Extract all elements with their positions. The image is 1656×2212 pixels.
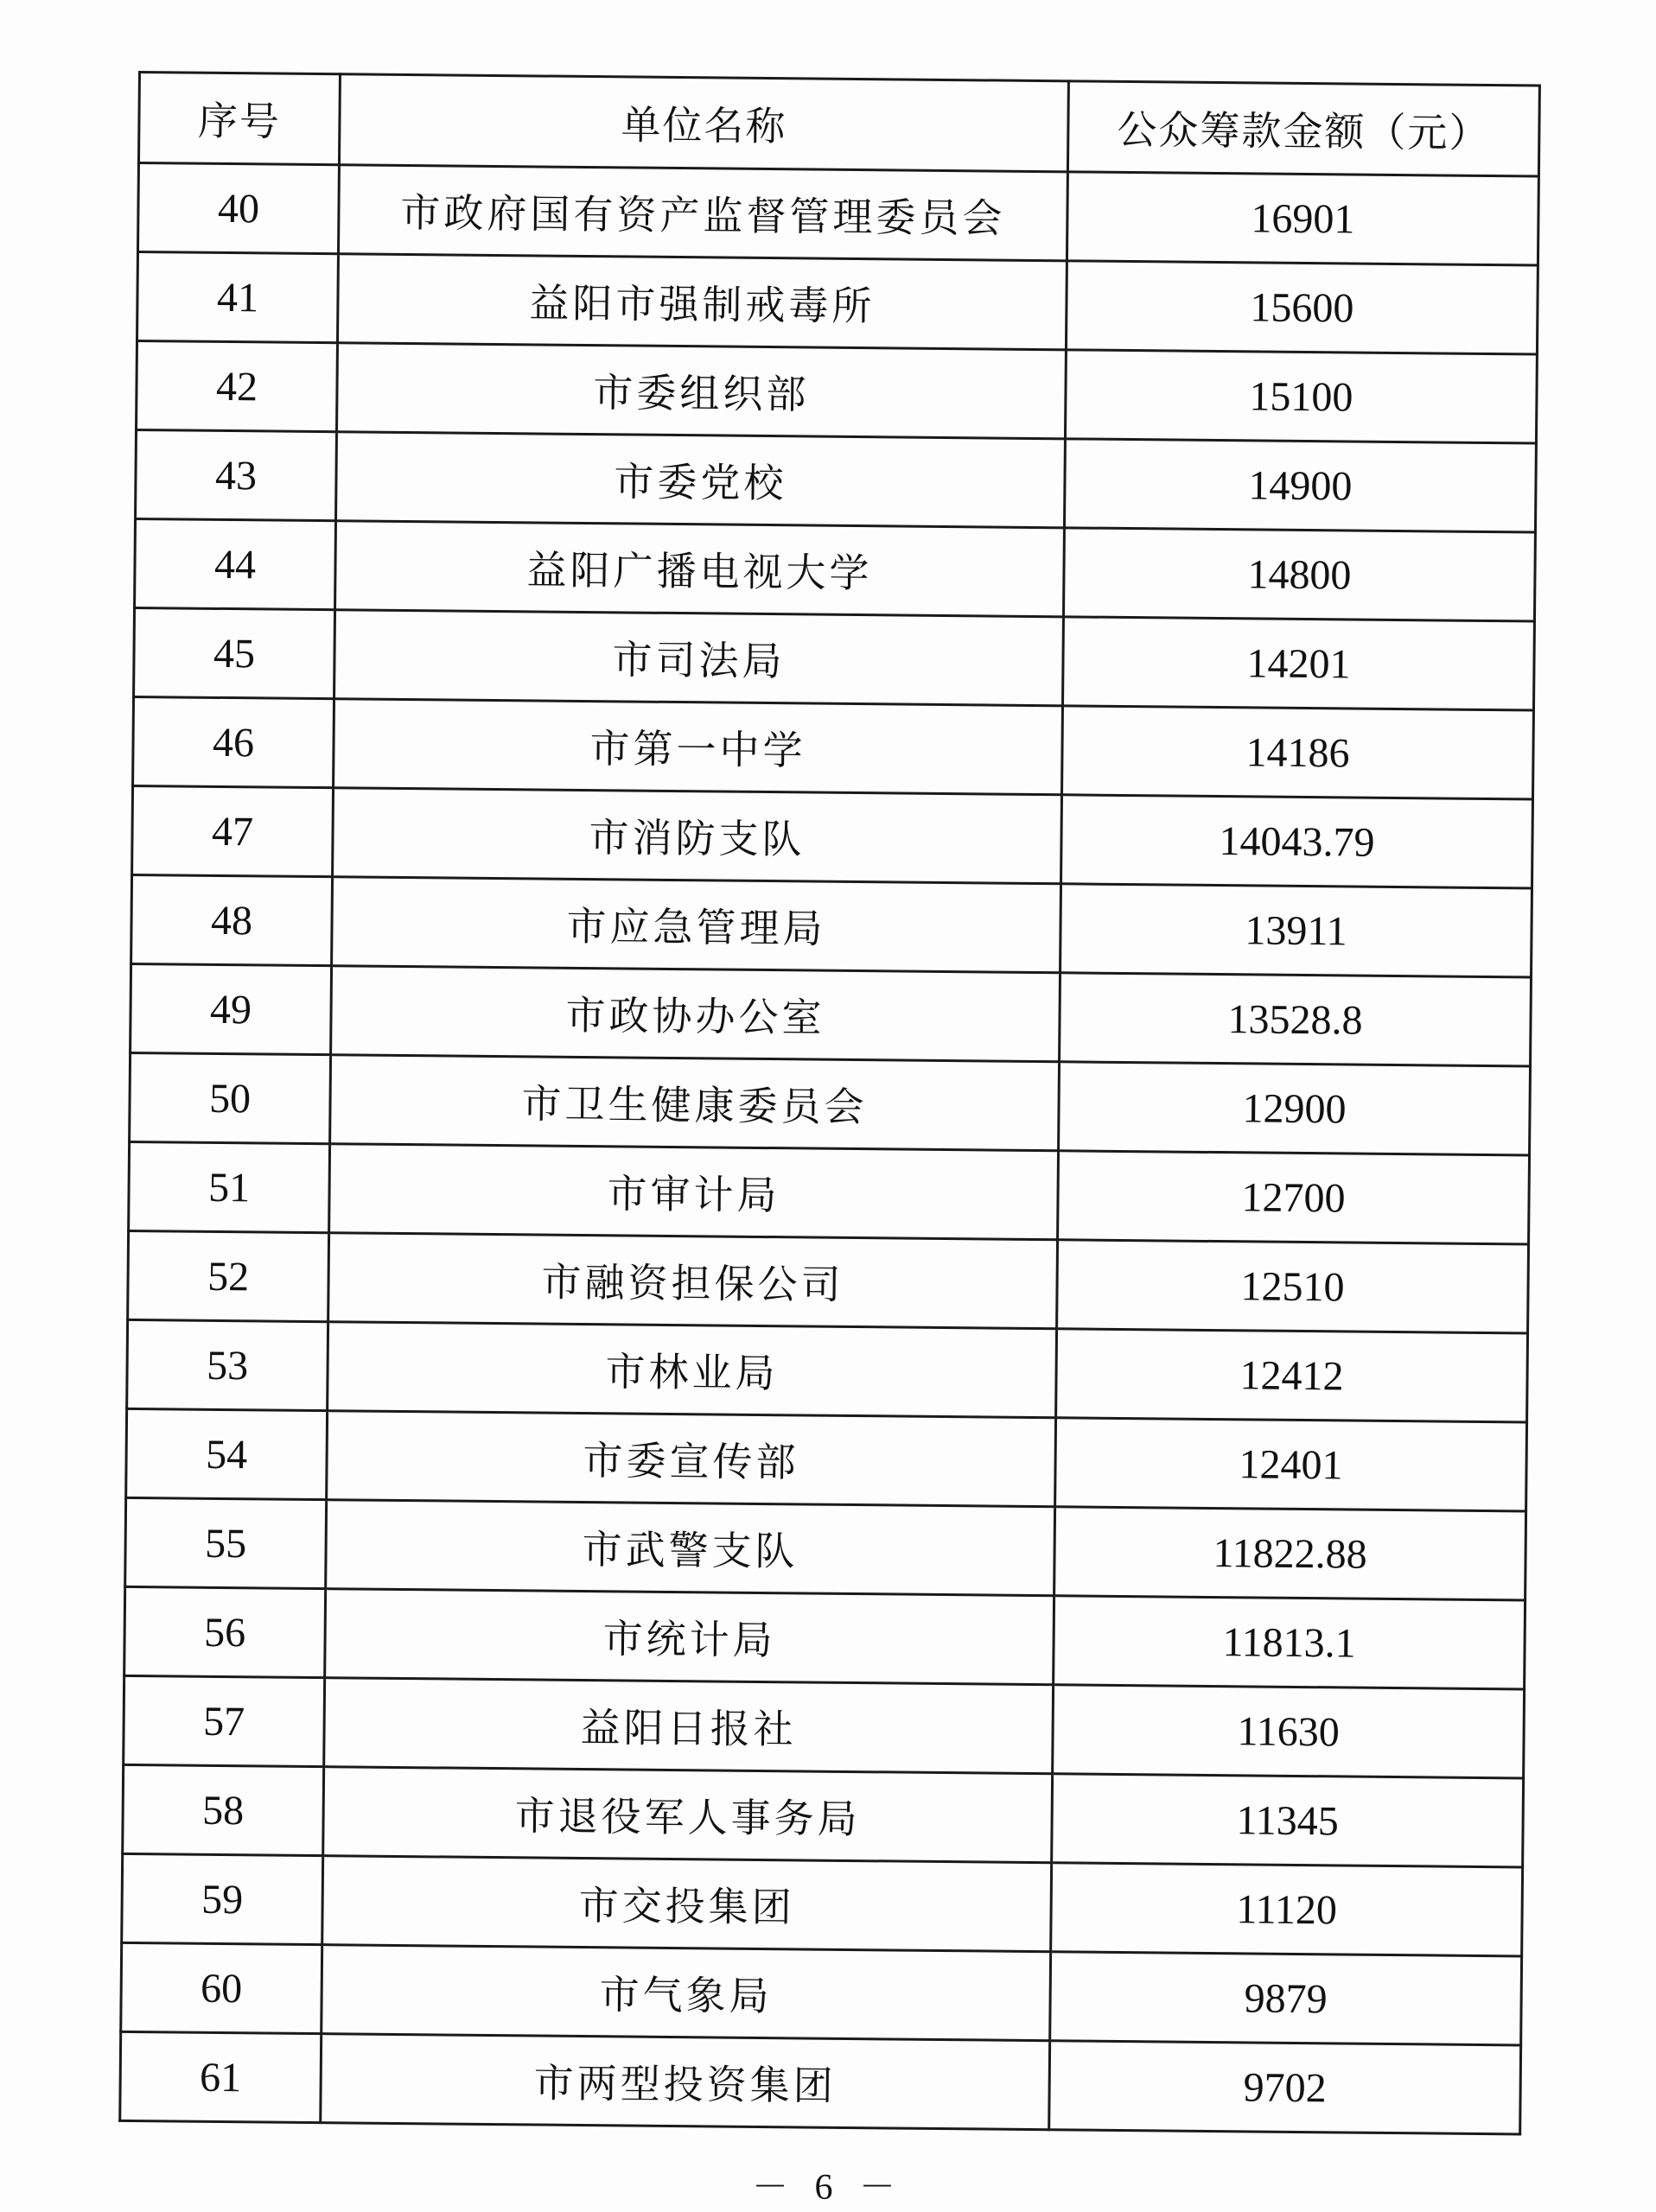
unit-name-cell: 益阳广播电视大学 — [335, 521, 1065, 617]
unit-name-cell: 市退役军人事务局 — [323, 1767, 1053, 1863]
serial-number-cell: 54 — [126, 1408, 328, 1499]
table-row — [125, 1497, 1526, 1600]
donation-amount-cell: 13911 — [1060, 884, 1532, 977]
donation-amount-cell: 11630 — [1053, 1685, 1525, 1778]
table-row — [133, 696, 1534, 799]
table-row — [131, 874, 1532, 977]
unit-name-cell: 市第一中学 — [334, 699, 1063, 795]
donation-amount-cell: 12401 — [1055, 1418, 1527, 1511]
donation-amount-cell: 11120 — [1051, 1863, 1523, 1956]
serial-number-cell: 41 — [137, 252, 339, 343]
unit-name-cell: 市卫生健康委员会 — [330, 1055, 1060, 1151]
header-unit-name: 单位名称 — [339, 74, 1068, 172]
header-serial-number: 序号 — [138, 73, 340, 165]
serial-number-cell: 46 — [133, 696, 334, 787]
unit-name-cell: 市气象局 — [322, 1945, 1051, 2041]
unit-name-cell: 市两型投资集团 — [321, 2034, 1050, 2130]
serial-number-cell: 47 — [132, 785, 334, 876]
serial-number-cell: 59 — [122, 1853, 323, 1944]
donation-amount-cell: 11813.1 — [1054, 1596, 1525, 1689]
serial-number-cell: 58 — [123, 1764, 324, 1855]
donation-table-container — [118, 71, 1538, 2135]
table-row — [137, 341, 1538, 444]
serial-number-cell: 53 — [127, 1319, 328, 1410]
donation-amount-cell: 14900 — [1064, 439, 1536, 532]
serial-number-cell: 45 — [134, 607, 335, 698]
unit-name-cell: 市委组织部 — [337, 343, 1067, 439]
unit-name-cell: 市政府国有资产监督管理委员会 — [338, 165, 1067, 261]
unit-name-cell: 市交投集团 — [322, 1856, 1052, 1952]
table-row — [132, 785, 1533, 888]
serial-number-cell: 42 — [137, 341, 338, 432]
table-row — [120, 2031, 1521, 2134]
unit-name-cell: 市司法局 — [334, 610, 1064, 706]
unit-name-cell: 市融资担保公司 — [328, 1233, 1058, 1329]
unit-name-cell: 市审计局 — [329, 1144, 1059, 1240]
serial-number-cell: 51 — [129, 1141, 330, 1232]
serial-number-cell: 48 — [131, 874, 333, 965]
page-number: － 6 － — [751, 2168, 904, 2208]
serial-number-cell: 60 — [121, 1942, 322, 2033]
donation-amount-cell: 12900 — [1059, 1062, 1531, 1155]
table-row — [128, 1230, 1529, 1333]
donation-table — [118, 71, 1541, 2135]
serial-number-cell: 55 — [125, 1497, 327, 1588]
table-row — [135, 518, 1536, 621]
serial-number-cell: 52 — [128, 1230, 329, 1321]
table-row — [134, 607, 1535, 710]
unit-name-cell: 市应急管理局 — [332, 877, 1061, 973]
donation-amount-cell: 15100 — [1065, 350, 1537, 443]
header-row — [138, 73, 1539, 177]
serial-number-cell: 49 — [131, 963, 332, 1054]
donation-amount-cell: 11822.88 — [1054, 1507, 1526, 1600]
unit-name-cell: 市武警支队 — [326, 1500, 1055, 1596]
donation-amount-cell: 13528.8 — [1060, 973, 1532, 1066]
donation-amount-cell: 9702 — [1049, 2041, 1521, 2134]
donation-amount-cell: 12700 — [1058, 1151, 1530, 1244]
table-row — [136, 429, 1537, 532]
donation-amount-cell: 15600 — [1066, 261, 1538, 354]
unit-name-cell: 益阳日报社 — [324, 1678, 1054, 1774]
serial-number-cell: 57 — [124, 1675, 325, 1766]
header-donation-amount: 公众筹款金额（元） — [1067, 81, 1539, 176]
serial-number-cell: 40 — [137, 163, 339, 254]
serial-number-cell: 50 — [130, 1052, 331, 1143]
table-row — [137, 163, 1538, 266]
serial-number-cell: 44 — [135, 518, 336, 609]
table-row — [131, 963, 1532, 1066]
table-row — [123, 1764, 1524, 1867]
table-row — [129, 1141, 1530, 1244]
donation-amount-cell: 9879 — [1050, 1952, 1522, 2045]
unit-name-cell: 市委党校 — [336, 432, 1066, 528]
unit-name-cell: 市统计局 — [325, 1589, 1054, 1685]
table-row — [124, 1586, 1525, 1689]
unit-name-cell: 市林业局 — [328, 1322, 1057, 1418]
donation-amount-cell: 11345 — [1052, 1774, 1524, 1867]
serial-number-cell: 61 — [120, 2031, 322, 2122]
serial-number-cell: 43 — [136, 429, 337, 520]
table-row — [122, 1853, 1523, 1956]
table-row — [127, 1319, 1528, 1422]
donation-amount-cell: 14800 — [1063, 528, 1535, 621]
serial-number-cell: 56 — [124, 1586, 326, 1677]
table-row — [124, 1675, 1525, 1778]
table-row — [121, 1942, 1522, 2045]
donation-amount-cell: 12510 — [1057, 1240, 1529, 1333]
table-row — [137, 252, 1538, 355]
table-row — [126, 1408, 1527, 1511]
unit-name-cell: 市消防支队 — [333, 788, 1062, 884]
table-header — [138, 73, 1539, 177]
donation-amount-cell: 12412 — [1056, 1329, 1528, 1422]
donation-amount-cell: 14201 — [1062, 617, 1534, 710]
table-body — [120, 163, 1539, 2134]
table-row — [130, 1052, 1531, 1155]
donation-amount-cell: 16901 — [1067, 172, 1538, 265]
unit-name-cell: 市政协办公室 — [331, 966, 1060, 1062]
unit-name-cell: 市委宣传部 — [327, 1411, 1056, 1507]
unit-name-cell: 益阳市强制戒毒所 — [337, 254, 1067, 350]
donation-amount-cell: 14043.79 — [1061, 795, 1533, 888]
donation-amount-cell: 14186 — [1062, 706, 1534, 799]
